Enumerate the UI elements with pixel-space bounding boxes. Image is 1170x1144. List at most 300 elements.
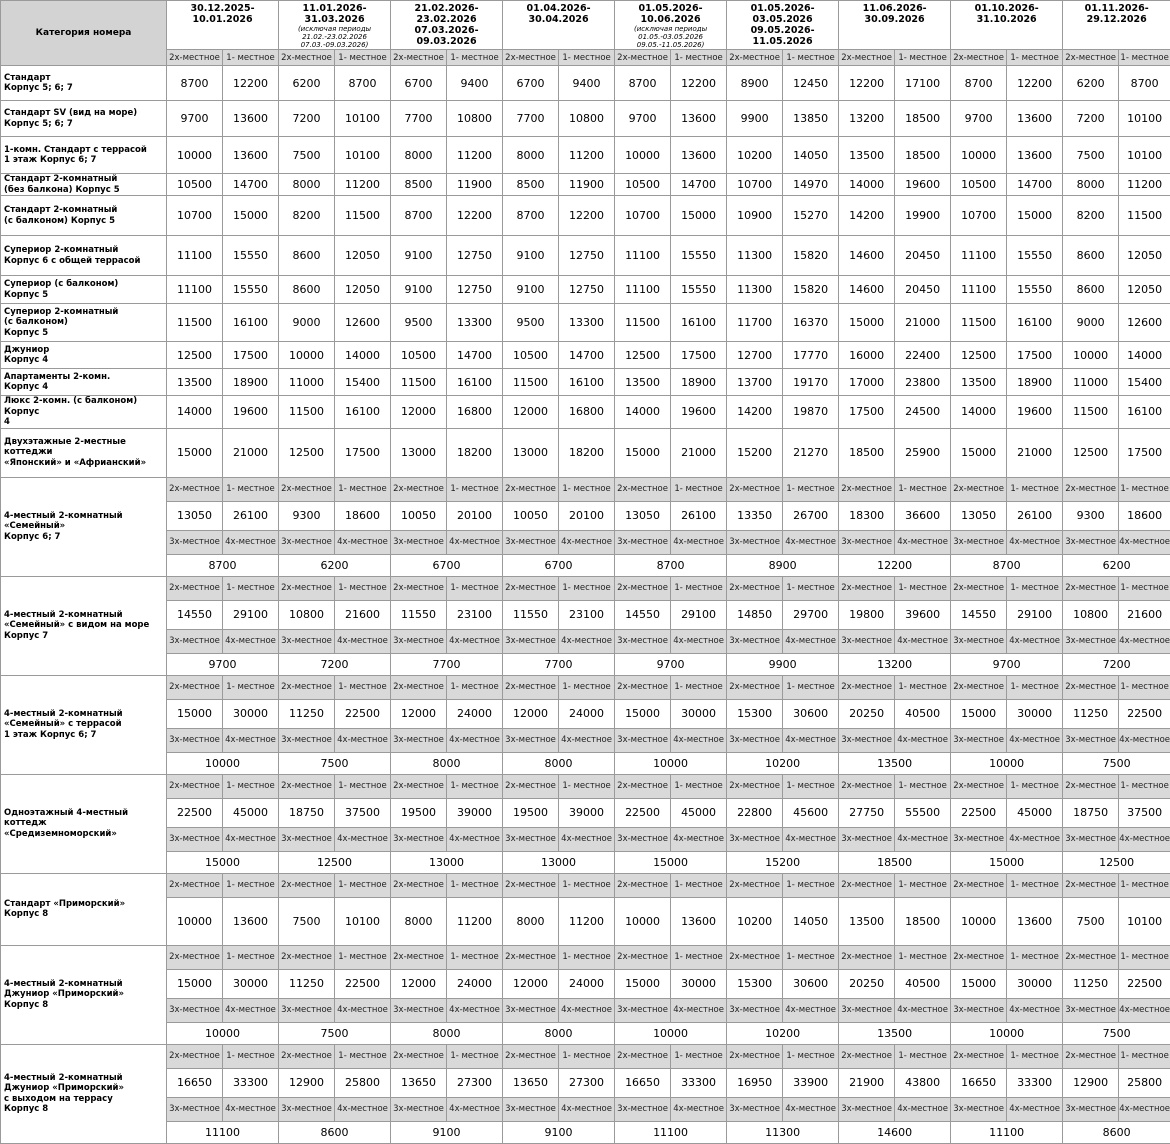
occupancy-label: 3х-местное xyxy=(503,998,559,1022)
occupancy-label: 1- местное xyxy=(671,675,727,699)
price-cell: 10100 xyxy=(1119,897,1170,945)
price-cell: 22500 xyxy=(951,798,1007,827)
price-cell: 14000 xyxy=(615,396,671,429)
price-cell: 16100 xyxy=(559,369,615,396)
price-cell: 14850 xyxy=(727,600,783,629)
price-cell: 14970 xyxy=(783,174,839,196)
occupancy-label: 2х-местное xyxy=(951,576,1007,600)
occupancy-label: 3х-местное xyxy=(951,998,1007,1022)
price-cell: 11500 xyxy=(391,369,447,396)
extra-bed-price: 8000 xyxy=(503,752,615,774)
price-cell: 13500 xyxy=(615,369,671,396)
occupancy-label: 1- местное xyxy=(335,675,391,699)
period-dates: 30.12.2025-10.01.2026 xyxy=(190,3,255,25)
occupancy-label: 3х-местное xyxy=(615,998,671,1022)
occupancy-label: 2х-местное xyxy=(839,50,895,66)
room-category-line: Стандарт 2-комнатный xyxy=(4,174,118,184)
price-cell: 11200 xyxy=(559,897,615,945)
price-cell: 10000 xyxy=(279,342,335,369)
price-cell: 13050 xyxy=(615,501,671,530)
occupancy-label: 2х-местное xyxy=(167,1044,223,1068)
room-category-line: Корпус 6; 7 xyxy=(4,531,61,542)
occupancy-label: 4х-местное xyxy=(447,629,503,653)
price-cell: 10000 xyxy=(615,137,671,174)
occupancy-label: 1- местное xyxy=(447,873,503,897)
occupancy-label: 2х-местное xyxy=(839,477,895,501)
price-cell: 8200 xyxy=(279,196,335,236)
price-cell: 19800 xyxy=(839,600,895,629)
occupancy-label: 4х-местное xyxy=(783,827,839,851)
price-cell: 20250 xyxy=(839,699,895,728)
price-cell: 10050 xyxy=(503,501,559,530)
occupancy-label: 2х-местное xyxy=(951,774,1007,798)
price-cell: 9900 xyxy=(727,101,783,137)
price-cell: 11500 xyxy=(167,304,223,342)
price-cell: 15000 xyxy=(167,969,223,998)
price-cell: 11250 xyxy=(279,699,335,728)
price-cell: 9100 xyxy=(391,236,447,276)
room-category-line: Стандарт 2-комнатный xyxy=(4,205,118,215)
occupancy-label: 3х-местное xyxy=(951,827,1007,851)
price-cell: 30000 xyxy=(1007,969,1063,998)
occupancy-label: 4х-местное xyxy=(895,998,951,1022)
price-cell: 16800 xyxy=(559,396,615,429)
occupancy-label: 1- местное xyxy=(447,576,503,600)
room-category-line: Джуниор «Приморский» xyxy=(4,989,125,1000)
price-cell: 9300 xyxy=(279,501,335,530)
price-cell: 8000 xyxy=(1063,174,1119,196)
occupancy-label: 1- местное xyxy=(1119,50,1170,66)
occupancy-label: 2х-местное xyxy=(839,945,895,969)
occupancy-label: 3х-местное xyxy=(391,998,447,1022)
price-cell: 24000 xyxy=(447,699,503,728)
occupancy-label: 4х-местное xyxy=(1119,728,1170,752)
room-category-line: Двухэтажные 2-местные коттеджи xyxy=(4,436,126,458)
price-cell: 13600 xyxy=(223,137,279,174)
room-category-name xyxy=(1,174,167,196)
price-cell: 18500 xyxy=(839,428,895,477)
price-cell: 10900 xyxy=(727,196,783,236)
price-cell: 26100 xyxy=(223,501,279,530)
price-cell: 20450 xyxy=(895,236,951,276)
extra-bed-price: 12500 xyxy=(1063,851,1170,873)
price-cell: 12750 xyxy=(447,236,503,276)
occupancy-label: 4х-местное xyxy=(1007,1097,1063,1121)
price-cell: 7500 xyxy=(1063,137,1119,174)
room-category-name xyxy=(1,774,167,873)
price-cell: 10200 xyxy=(727,897,783,945)
occupancy-label: 3х-местное xyxy=(167,998,223,1022)
price-cell: 13600 xyxy=(1007,137,1063,174)
price-cell: 7200 xyxy=(1063,101,1119,137)
occupancy-label: 3х-местное xyxy=(391,728,447,752)
occupancy-label: 4х-местное xyxy=(671,728,727,752)
occupancy-label: 1- местное xyxy=(671,50,727,66)
extra-bed-price: 8700 xyxy=(951,554,1063,576)
occupancy-label: 2х-местное xyxy=(279,774,335,798)
occupancy-label: 3х-местное xyxy=(951,629,1007,653)
extra-bed-price: 9100 xyxy=(391,1121,503,1143)
price-cell: 14000 xyxy=(951,396,1007,429)
occupancy-label: 3х-местное xyxy=(727,629,783,653)
room-category-name xyxy=(1,873,167,945)
price-cell: 14000 xyxy=(839,174,895,196)
price-cell: 11300 xyxy=(727,236,783,276)
price-cell: 10800 xyxy=(279,600,335,629)
price-cell: 39000 xyxy=(447,798,503,827)
price-cell: 15000 xyxy=(615,428,671,477)
price-cell: 13600 xyxy=(1007,897,1063,945)
occupancy-label: 4х-местное xyxy=(447,530,503,554)
extra-bed-price: 12500 xyxy=(279,851,391,873)
price-cell: 13600 xyxy=(671,897,727,945)
period-header xyxy=(167,1,279,50)
occupancy-label: 1- местное xyxy=(1007,774,1063,798)
price-cell: 8600 xyxy=(1063,276,1119,304)
occupancy-label: 3х-местное xyxy=(167,728,223,752)
price-cell: 15550 xyxy=(223,276,279,304)
occupancy-label: 4х-местное xyxy=(1007,728,1063,752)
price-cell: 7500 xyxy=(279,137,335,174)
occupancy-label: 1- местное xyxy=(335,774,391,798)
price-cell: 17500 xyxy=(223,342,279,369)
price-cell: 9500 xyxy=(503,304,559,342)
extra-bed-price: 8700 xyxy=(615,554,727,576)
price-cell: 9100 xyxy=(503,236,559,276)
price-cell: 12500 xyxy=(167,342,223,369)
room-category-line: Стандарт SV (вид на море) xyxy=(4,108,138,118)
room-category-line: Корпус 6 с общей террасой xyxy=(4,255,141,266)
price-cell: 19870 xyxy=(783,396,839,429)
extra-bed-price: 15000 xyxy=(951,851,1063,873)
occupancy-label: 4х-местное xyxy=(895,827,951,851)
occupancy-label: 2х-местное xyxy=(727,873,783,897)
price-cell: 8000 xyxy=(503,137,559,174)
occupancy-label: 3х-местное xyxy=(391,629,447,653)
price-cell: 8700 xyxy=(335,66,391,101)
occupancy-label: 1- местное xyxy=(559,50,615,66)
occupancy-label: 2х-местное xyxy=(951,675,1007,699)
period-note: (исключая периоды xyxy=(297,25,372,33)
occupancy-label: 2х-местное xyxy=(279,477,335,501)
occupancy-label: 2х-местное xyxy=(167,873,223,897)
occupancy-label: 4х-местное xyxy=(335,629,391,653)
extra-bed-price: 7500 xyxy=(1063,1022,1170,1044)
occupancy-label: 4х-местное xyxy=(223,530,279,554)
price-cell: 8000 xyxy=(279,174,335,196)
price-cell: 14200 xyxy=(839,196,895,236)
occupancy-label: 4х-местное xyxy=(1119,629,1170,653)
occupancy-label: 3х-местное xyxy=(1063,629,1119,653)
price-cell: 15550 xyxy=(1007,236,1063,276)
price-cell: 10000 xyxy=(167,897,223,945)
extra-bed-price: 15000 xyxy=(615,851,727,873)
price-cell: 15000 xyxy=(951,969,1007,998)
period-note: 21.02.-23.02.2026 xyxy=(302,33,367,41)
price-cell: 21000 xyxy=(1007,428,1063,477)
room-category-name xyxy=(1,304,167,342)
price-cell: 12200 xyxy=(223,66,279,101)
occupancy-label: 4х-местное xyxy=(559,530,615,554)
room-category-line: 4-местный 2-комнатный xyxy=(4,1072,123,1083)
price-cell: 14700 xyxy=(1007,174,1063,196)
occupancy-label: 2х-местное xyxy=(503,50,559,66)
occupancy-label: 2х-местное xyxy=(1063,576,1119,600)
price-cell: 17500 xyxy=(1119,428,1170,477)
occupancy-label: 2х-местное xyxy=(951,477,1007,501)
price-cell: 20100 xyxy=(447,501,503,530)
occupancy-label: 2х-местное xyxy=(615,1044,671,1068)
price-cell: 10500 xyxy=(391,342,447,369)
price-cell: 22800 xyxy=(727,798,783,827)
occupancy-label: 3х-местное xyxy=(391,530,447,554)
price-cell: 22500 xyxy=(615,798,671,827)
price-cell: 30000 xyxy=(671,699,727,728)
occupancy-label: 3х-местное xyxy=(839,1097,895,1121)
room-category-line: 1-комн. Стандарт с террасой xyxy=(4,144,147,155)
occupancy-label: 4х-местное xyxy=(559,827,615,851)
occupancy-label: 1- местное xyxy=(671,873,727,897)
price-cell: 10100 xyxy=(335,897,391,945)
price-cell: 10700 xyxy=(951,196,1007,236)
price-cell: 11500 xyxy=(335,196,391,236)
occupancy-label: 1- местное xyxy=(783,50,839,66)
price-cell: 40500 xyxy=(895,969,951,998)
price-cell: 18200 xyxy=(447,428,503,477)
occupancy-label: 3х-местное xyxy=(615,827,671,851)
price-cell: 12200 xyxy=(1007,66,1063,101)
occupancy-label: 2х-местное xyxy=(279,873,335,897)
occupancy-label: 2х-местное xyxy=(279,50,335,66)
room-category-line: Корпус 5; 6; 7 xyxy=(4,83,73,93)
price-cell: 14600 xyxy=(839,276,895,304)
occupancy-label: 4х-местное xyxy=(783,629,839,653)
price-cell: 9300 xyxy=(1063,501,1119,530)
occupancy-label: 1- местное xyxy=(783,945,839,969)
occupancy-label: 4х-местное xyxy=(1119,998,1170,1022)
price-cell: 11300 xyxy=(727,276,783,304)
price-cell: 19900 xyxy=(895,196,951,236)
price-cell: 7500 xyxy=(279,897,335,945)
occupancy-label: 3х-местное xyxy=(1063,530,1119,554)
price-cell: 11100 xyxy=(615,236,671,276)
price-cell: 11200 xyxy=(447,137,503,174)
occupancy-label: 2х-местное xyxy=(279,576,335,600)
room-category-line: Джуниор xyxy=(4,344,50,355)
price-cell: 11100 xyxy=(167,276,223,304)
extra-bed-price: 10200 xyxy=(727,752,839,774)
occupancy-label: 2х-местное xyxy=(839,774,895,798)
price-cell: 13300 xyxy=(559,304,615,342)
room-category-name xyxy=(1,576,167,675)
room-category-line: (с балконом) xyxy=(4,317,68,328)
occupancy-label: 1- местное xyxy=(671,945,727,969)
price-cell: 11550 xyxy=(391,600,447,629)
occupancy-label: 1- местное xyxy=(223,1044,279,1068)
occupancy-label: 4х-местное xyxy=(559,998,615,1022)
price-cell: 15270 xyxy=(783,196,839,236)
occupancy-label: 2х-местное xyxy=(391,945,447,969)
price-cell: 33300 xyxy=(1007,1068,1063,1097)
occupancy-label: 2х-местное xyxy=(839,675,895,699)
price-cell: 13600 xyxy=(671,137,727,174)
price-cell: 10800 xyxy=(1063,600,1119,629)
occupancy-label: 3х-местное xyxy=(727,827,783,851)
price-cell: 11500 xyxy=(1119,196,1170,236)
price-cell: 8700 xyxy=(1119,66,1170,101)
occupancy-label: 4х-местное xyxy=(783,530,839,554)
price-cell: 10100 xyxy=(335,137,391,174)
occupancy-label: 1- местное xyxy=(895,774,951,798)
price-cell: 16370 xyxy=(783,304,839,342)
room-category-line: Супериор (с балконом) xyxy=(4,279,119,289)
price-cell: 6700 xyxy=(503,66,559,101)
occupancy-label: 4х-местное xyxy=(895,1097,951,1121)
price-cell: 12200 xyxy=(671,66,727,101)
room-category-line: «Семейный» xyxy=(4,521,66,532)
occupancy-label: 3х-местное xyxy=(1063,1097,1119,1121)
price-cell: 11700 xyxy=(727,304,783,342)
occupancy-label: 4х-местное xyxy=(783,1097,839,1121)
occupancy-label: 3х-местное xyxy=(951,1097,1007,1121)
price-cell: 17500 xyxy=(1007,342,1063,369)
price-cell: 55500 xyxy=(895,798,951,827)
period-header xyxy=(279,1,391,50)
price-cell: 11000 xyxy=(1063,369,1119,396)
occupancy-label: 4х-местное xyxy=(1119,1097,1170,1121)
room-category-line: 4 xyxy=(4,417,10,427)
occupancy-label: 2х-местное xyxy=(391,675,447,699)
occupancy-label: 3х-местное xyxy=(391,1097,447,1121)
extra-bed-price: 13500 xyxy=(839,752,951,774)
occupancy-label: 3х-местное xyxy=(951,728,1007,752)
price-cell: 11100 xyxy=(615,276,671,304)
price-cell: 15550 xyxy=(223,236,279,276)
price-cell: 18500 xyxy=(895,897,951,945)
occupancy-label: 2х-местное xyxy=(167,945,223,969)
price-cell: 30600 xyxy=(783,969,839,998)
room-category-name xyxy=(1,477,167,576)
price-cell: 15820 xyxy=(783,276,839,304)
price-cell: 13600 xyxy=(223,101,279,137)
extra-bed-price: 8600 xyxy=(279,1121,391,1143)
occupancy-label: 3х-местное xyxy=(167,629,223,653)
price-cell: 12750 xyxy=(559,236,615,276)
occupancy-label: 4х-местное xyxy=(1007,998,1063,1022)
price-cell: 19600 xyxy=(895,174,951,196)
occupancy-label: 1- местное xyxy=(447,675,503,699)
room-category-line: Корпус 8 xyxy=(4,999,49,1010)
occupancy-label: 1- местное xyxy=(895,477,951,501)
extra-bed-price: 7700 xyxy=(391,653,503,675)
price-cell: 12050 xyxy=(1119,276,1170,304)
price-cell: 8700 xyxy=(503,196,559,236)
occupancy-label: 1- местное xyxy=(1007,945,1063,969)
occupancy-label: 2х-местное xyxy=(727,774,783,798)
room-category-line: 1 этаж Корпус 6; 7 xyxy=(4,155,97,165)
occupancy-label: 1- местное xyxy=(671,774,727,798)
room-category-line: «Средиземноморский» xyxy=(4,828,117,839)
occupancy-label: 4х-местное xyxy=(223,629,279,653)
price-cell: 23100 xyxy=(447,600,503,629)
occupancy-label: 1- местное xyxy=(223,675,279,699)
price-cell: 21600 xyxy=(1119,600,1170,629)
price-cell: 25800 xyxy=(335,1068,391,1097)
occupancy-label: 4х-местное xyxy=(1007,629,1063,653)
price-cell: 15200 xyxy=(727,428,783,477)
price-cell: 19600 xyxy=(223,396,279,429)
occupancy-label: 4х-местное xyxy=(671,530,727,554)
price-cell: 11500 xyxy=(951,304,1007,342)
price-cell: 45600 xyxy=(783,798,839,827)
extra-bed-price: 6700 xyxy=(503,554,615,576)
occupancy-label: 3х-местное xyxy=(279,629,335,653)
room-category-line: 1 этаж Корпус 6; 7 xyxy=(4,729,97,740)
price-cell: 12200 xyxy=(447,196,503,236)
price-cell: 30600 xyxy=(783,699,839,728)
occupancy-label: 4х-местное xyxy=(671,998,727,1022)
room-category-line: Стандарт «Приморский» xyxy=(4,898,126,909)
occupancy-label: 2х-местное xyxy=(951,1044,1007,1068)
room-category-line: Корпус 5; 6; 7 xyxy=(4,118,73,129)
occupancy-label: 3х-местное xyxy=(279,728,335,752)
room-category-line: Люкс 2-комн. (с балконом) Корпус xyxy=(4,396,138,417)
price-cell: 37500 xyxy=(335,798,391,827)
occupancy-label: 2х-местное xyxy=(279,945,335,969)
occupancy-label: 2х-местное xyxy=(839,576,895,600)
occupancy-label: 4х-местное xyxy=(335,1097,391,1121)
price-cell: 16100 xyxy=(447,369,503,396)
room-category-name xyxy=(1,369,167,396)
period-dates: 07.03.2026-09.03.2026 xyxy=(414,25,479,47)
price-cell: 11500 xyxy=(279,396,335,429)
price-cell: 10800 xyxy=(447,101,503,137)
price-cell: 24500 xyxy=(895,396,951,429)
occupancy-label: 3х-местное xyxy=(1063,728,1119,752)
price-cell: 15550 xyxy=(671,236,727,276)
occupancy-label: 4х-местное xyxy=(671,1097,727,1121)
price-cell: 17000 xyxy=(839,369,895,396)
occupancy-label: 2х-местное xyxy=(727,675,783,699)
occupancy-label: 1- местное xyxy=(559,1044,615,1068)
occupancy-label: 3х-местное xyxy=(615,728,671,752)
price-cell: 13350 xyxy=(727,501,783,530)
occupancy-label: 3х-местное xyxy=(503,827,559,851)
price-cell: 37500 xyxy=(1119,798,1170,827)
price-cell: 33300 xyxy=(223,1068,279,1097)
price-cell: 17500 xyxy=(671,342,727,369)
price-cell: 8000 xyxy=(391,137,447,174)
price-cell: 11500 xyxy=(1063,396,1119,429)
price-cell: 16100 xyxy=(335,396,391,429)
price-cell: 14550 xyxy=(167,600,223,629)
occupancy-label: 1- местное xyxy=(335,576,391,600)
price-cell: 9400 xyxy=(447,66,503,101)
occupancy-label: 3х-местное xyxy=(727,728,783,752)
price-cell: 13500 xyxy=(839,897,895,945)
price-cell: 21600 xyxy=(335,600,391,629)
extra-bed-price: 13500 xyxy=(839,1022,951,1044)
room-category-line: Апартаменты 2-комн. xyxy=(4,371,111,382)
extra-bed-price: 14600 xyxy=(839,1121,951,1143)
extra-bed-price: 13000 xyxy=(503,851,615,873)
occupancy-label: 1- местное xyxy=(783,774,839,798)
occupancy-label: 4х-местное xyxy=(559,1097,615,1121)
price-cell: 15000 xyxy=(951,699,1007,728)
occupancy-label: 2х-местное xyxy=(503,1044,559,1068)
occupancy-label: 3х-местное xyxy=(279,998,335,1022)
price-cell: 12450 xyxy=(783,66,839,101)
